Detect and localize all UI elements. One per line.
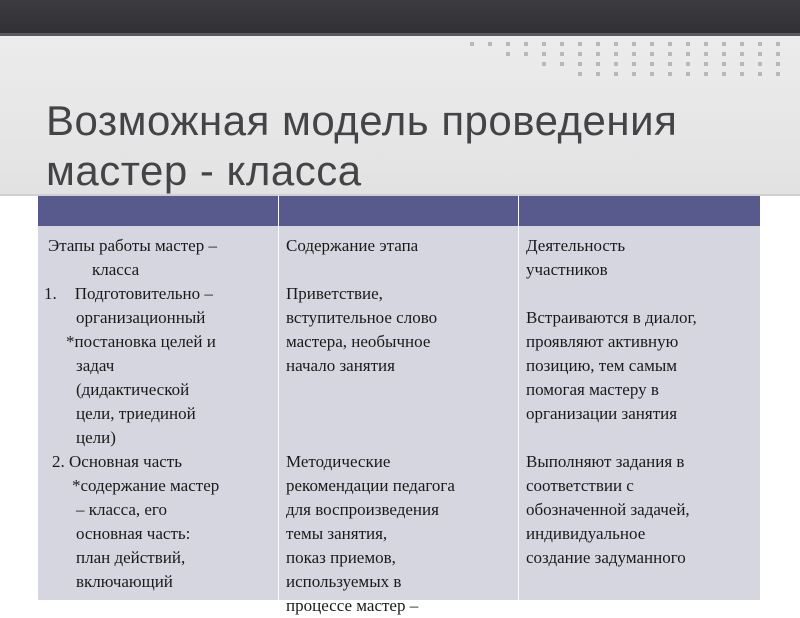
decor-dot bbox=[740, 72, 744, 76]
stage-1-number: 1. bbox=[44, 284, 57, 303]
decor-dot bbox=[614, 42, 618, 46]
content-text: Приветствие, bbox=[286, 284, 383, 303]
content-heading: Содержание этапа bbox=[286, 236, 419, 255]
content-text: используемых в bbox=[286, 572, 402, 591]
stage-2-title: 2. Основная часть bbox=[52, 452, 182, 471]
stages-heading-cont: класса bbox=[92, 260, 140, 279]
decor-dot bbox=[632, 62, 636, 66]
content-text: Методические bbox=[286, 452, 391, 471]
participants-text: соответствии с bbox=[526, 476, 634, 495]
participants-text: обозначенной задачей, bbox=[526, 500, 690, 519]
decor-dot bbox=[578, 72, 582, 76]
participants-text: позицию, тем самым bbox=[526, 356, 678, 375]
decor-dot bbox=[542, 52, 546, 56]
header-cell-2 bbox=[278, 196, 519, 226]
stage-1-name-cont: организационный bbox=[76, 308, 206, 327]
content-text: вступительное слово bbox=[286, 308, 438, 327]
participants-text: Выполняют задания в bbox=[526, 452, 685, 471]
decor-dot bbox=[578, 62, 582, 66]
participants-text: организации занятия bbox=[526, 404, 678, 423]
decor-dot bbox=[776, 42, 780, 46]
decor-dot bbox=[542, 42, 546, 46]
decor-dot bbox=[758, 72, 762, 76]
stage-1-detail-cont: цели, триединой bbox=[76, 404, 196, 423]
participants-text: индивидуальное bbox=[526, 524, 646, 543]
decor-dot bbox=[650, 62, 654, 66]
header-cell-1 bbox=[38, 196, 278, 226]
column-separator bbox=[518, 226, 519, 600]
content-text: рекомендации педагога bbox=[286, 476, 455, 495]
decor-dot bbox=[596, 42, 600, 46]
participants-text: проявляют активную bbox=[526, 332, 679, 351]
stage-2-detail-cont: основная часть: bbox=[76, 524, 191, 543]
decor-dot bbox=[614, 72, 618, 76]
decor-dot bbox=[578, 52, 582, 56]
decor-dot bbox=[560, 42, 564, 46]
participants-heading: Деятельность bbox=[526, 236, 626, 255]
participants-text: Встраиваются в диалог, bbox=[526, 308, 697, 327]
decor-dot bbox=[722, 42, 726, 46]
decor-dot bbox=[704, 62, 708, 66]
table-row bbox=[38, 226, 760, 615]
decor-dot bbox=[740, 62, 744, 66]
decor-dot bbox=[650, 52, 654, 56]
slide-title bbox=[46, 96, 677, 196]
decor-dot bbox=[506, 42, 510, 46]
decor-dot bbox=[686, 42, 690, 46]
participants-text: создание задуманного bbox=[526, 548, 686, 567]
decor-dot bbox=[668, 52, 672, 56]
decor-dot bbox=[704, 42, 708, 46]
decor-dot bbox=[632, 72, 636, 76]
decor-dot bbox=[758, 42, 762, 46]
decor-dot bbox=[506, 52, 510, 56]
decor-dot bbox=[686, 52, 690, 56]
content-text: мастера, необычное bbox=[286, 332, 431, 351]
content-text: процессе мастер – bbox=[286, 596, 419, 615]
content-table bbox=[38, 196, 760, 615]
cell-participants bbox=[526, 226, 758, 608]
decor-dot bbox=[722, 52, 726, 56]
decor-dot bbox=[488, 42, 492, 46]
stage-1-detail-cont: цели) bbox=[76, 428, 116, 447]
decor-dot bbox=[668, 42, 672, 46]
decor-dot bbox=[596, 62, 600, 66]
decor-dot bbox=[740, 52, 744, 56]
decor-dot bbox=[740, 42, 744, 46]
decor-dot bbox=[632, 52, 636, 56]
decor-dot bbox=[596, 72, 600, 76]
top-decor-band bbox=[0, 0, 800, 36]
stage-2-detail-cont: включающий bbox=[76, 572, 173, 591]
stage-2-detail-cont: план действий, bbox=[76, 548, 186, 567]
slide-title-line-2: мастер - класса bbox=[46, 147, 362, 194]
decor-dot bbox=[758, 52, 762, 56]
cell-content bbox=[286, 226, 514, 615]
content-text: начало занятия bbox=[286, 356, 395, 375]
decor-dot bbox=[614, 62, 618, 66]
stage-1-name: Подготовительно – bbox=[74, 284, 213, 303]
table-header-row bbox=[38, 196, 760, 226]
decor-dot bbox=[704, 72, 708, 76]
decor-dot bbox=[758, 62, 762, 66]
decor-dot bbox=[632, 42, 636, 46]
content-text: для воспроизведения bbox=[286, 500, 439, 519]
stage-2-detail-cont: – класса, его bbox=[76, 500, 167, 519]
decor-dot bbox=[542, 62, 546, 66]
decor-dot bbox=[668, 62, 672, 66]
decor-dot bbox=[686, 62, 690, 66]
stage-1-detail-cont: задач bbox=[76, 356, 115, 375]
decor-dot bbox=[722, 62, 726, 66]
decor-dot bbox=[776, 72, 780, 76]
stage-1-detail: *постановка целей и bbox=[66, 332, 216, 351]
decor-dot bbox=[704, 52, 708, 56]
column-separator bbox=[278, 226, 279, 600]
content-text: темы занятия, bbox=[286, 524, 388, 543]
cell-stages bbox=[42, 226, 274, 608]
decor-dot bbox=[722, 72, 726, 76]
content-text: показ приемов, bbox=[286, 548, 396, 567]
decor-dot bbox=[524, 42, 528, 46]
decor-dot bbox=[560, 52, 564, 56]
stages-heading: Этапы работы мастер – bbox=[48, 236, 217, 255]
stage-1-detail-cont: (дидактической bbox=[76, 380, 190, 399]
decor-dot bbox=[560, 62, 564, 66]
participants-text: помогая мастеру в bbox=[526, 380, 659, 399]
stage-2-detail: *содержание мастер bbox=[72, 476, 220, 495]
decor-dot bbox=[650, 72, 654, 76]
decor-dot bbox=[524, 52, 528, 56]
decor-dot bbox=[668, 72, 672, 76]
slide-title-line-1: Возможная модель проведения bbox=[46, 97, 678, 144]
decor-dot bbox=[686, 72, 690, 76]
decor-dot bbox=[614, 52, 618, 56]
decor-dot bbox=[650, 42, 654, 46]
header-cell-3 bbox=[518, 196, 761, 226]
decor-dot bbox=[596, 52, 600, 56]
stage-1-title bbox=[42, 282, 274, 306]
decor-dot bbox=[776, 62, 780, 66]
decor-dot bbox=[470, 42, 474, 46]
decor-dot bbox=[776, 52, 780, 56]
decor-dot bbox=[578, 42, 582, 46]
participants-heading-cont: участников bbox=[526, 260, 608, 279]
